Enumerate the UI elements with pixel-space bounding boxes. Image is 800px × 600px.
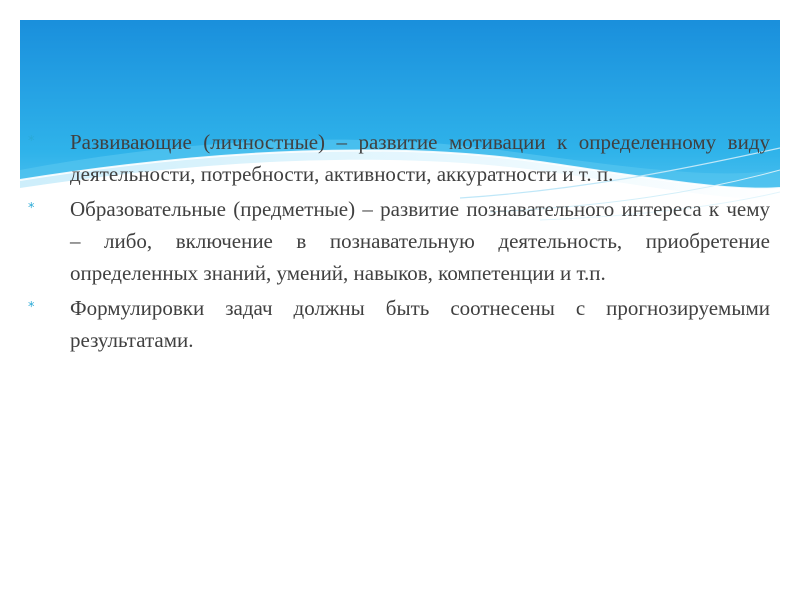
bullet-item-2: [26, 193, 770, 289]
asterisk-bullet-icon: *: [28, 134, 35, 149]
bullet-text: Образовательные (предметные) – развитие познавательного интереса к чему – либо, включение в познавательную деятельность, приобретение определенных знаний, умений, навыков, компетенции и т.п.: [70, 197, 770, 285]
bullet-list: [26, 126, 770, 359]
asterisk-bullet-icon: *: [28, 300, 35, 315]
bullet-text: Развивающие (личностные) – развитие мотивации к определенному виду деятельности, потребности, активности, аккуратности и т. п.: [70, 130, 770, 186]
bullet-item-3: [26, 292, 770, 356]
bullet-text: Формулировки задач должны быть соотнесены с прогнозируемыми результатами.: [70, 296, 770, 352]
slide: [20, 20, 780, 580]
bullet-item-1: [26, 126, 770, 190]
asterisk-bullet-icon: *: [28, 201, 35, 216]
